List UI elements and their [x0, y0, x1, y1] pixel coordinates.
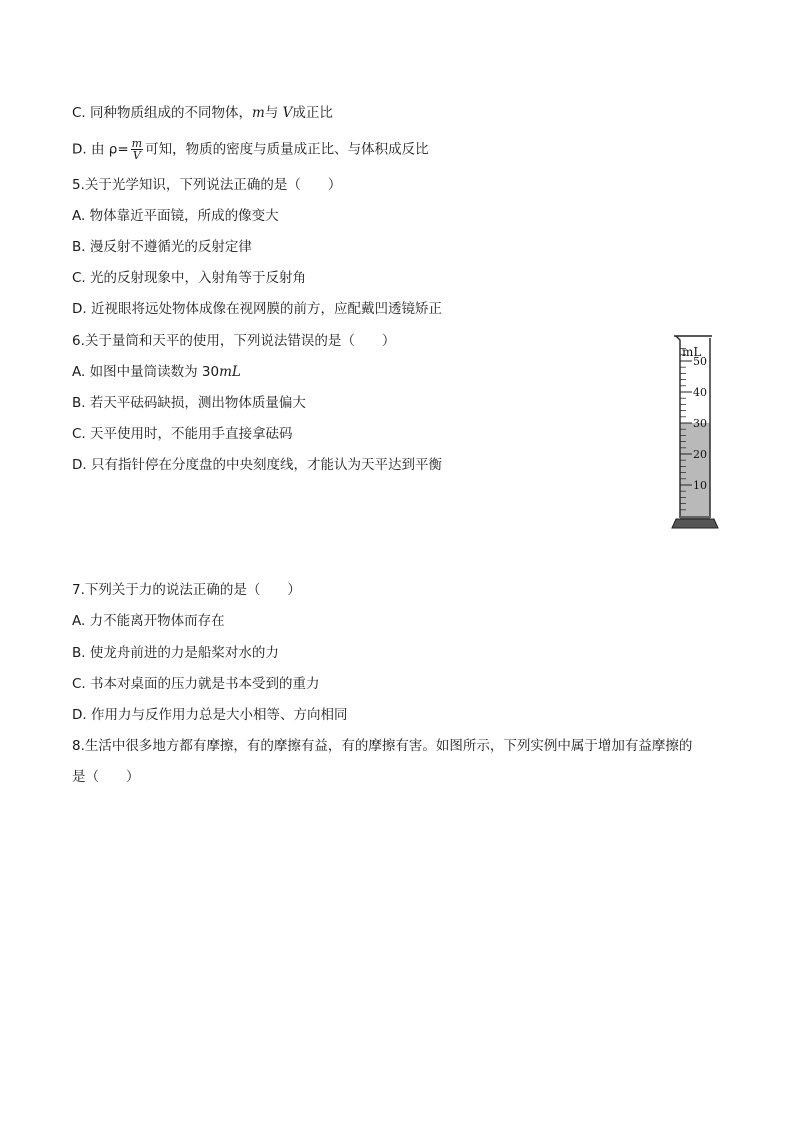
tick-label-20: 20 — [693, 448, 707, 461]
q5-stem: 5.关于光学知识，下列说法正确的是（ ） — [72, 177, 342, 193]
tick-label-30: 30 — [693, 417, 707, 430]
tick-label-10: 10 — [693, 479, 707, 492]
measuring-cylinder-figure — [668, 332, 724, 532]
cylinder-base — [672, 519, 718, 528]
q5-option-d: D. 近视眼将远处物体成像在视网膜的前方，应配戴凹透镜矫正 — [72, 301, 442, 317]
q7-option-c: C. 书本对桌面的压力就是书本受到的重力 — [72, 676, 320, 692]
density-fraction: $\frac{m}{V}$ — [131, 137, 143, 162]
cylinder-liquid — [680, 423, 710, 516]
cylinder-unit-label: mL — [682, 345, 702, 359]
q7-option-b: B. 使龙舟前进的力是船桨对水的力 — [72, 645, 279, 661]
q6-option-a: A. 如图中量筒读数为 30mL — [72, 364, 241, 380]
tick-label-40: 40 — [693, 386, 707, 399]
tick-label-50: 50 — [693, 355, 707, 368]
q6-stem: 6.关于量筒和天平的使用，下列说法错误的是（ ） — [72, 333, 396, 349]
q8-stem-line2: 是（ ） — [72, 769, 140, 785]
q7-option-d: D. 作用力与反作用力总是大小相等、方向相同 — [72, 707, 348, 723]
option-d-prev: D. 由 ρ= $\frac{m}{V}$ 可知，物质的密度与质量成正比、与体积成反比 — [72, 137, 429, 162]
q6-option-b: B. 若天平砝码缺损，测出物体质量偏大 — [72, 395, 306, 411]
q5-option-c: C. 光的反射现象中，入射角等于反射角 — [72, 270, 307, 286]
q8-stem-line1: 8.生活中很多地方都有摩擦，有的摩擦有益，有的摩擦有害。如图所示，下列实例中属于增加有益摩擦的 — [72, 738, 693, 754]
q6-option-d: D. 只有指针停在分度盘的中央刻度线，才能认为天平达到平衡 — [72, 457, 442, 473]
q7-option-a: A. 力不能离开物体而存在 — [72, 613, 225, 629]
q7-stem: 7.下列关于力的说法正确的是（ ） — [72, 582, 301, 598]
option-c-prev: C. 同种物质组成的不同物体，m与 V成正比 — [72, 105, 333, 121]
q5-option-a: A. 物体靠近平面镜，所成的像变大 — [72, 208, 279, 224]
q6-option-c: C. 天平使用时，不能用手直接拿砝码 — [72, 426, 293, 442]
q5-option-b: B. 漫反射不遵循光的反射定律 — [72, 239, 252, 255]
